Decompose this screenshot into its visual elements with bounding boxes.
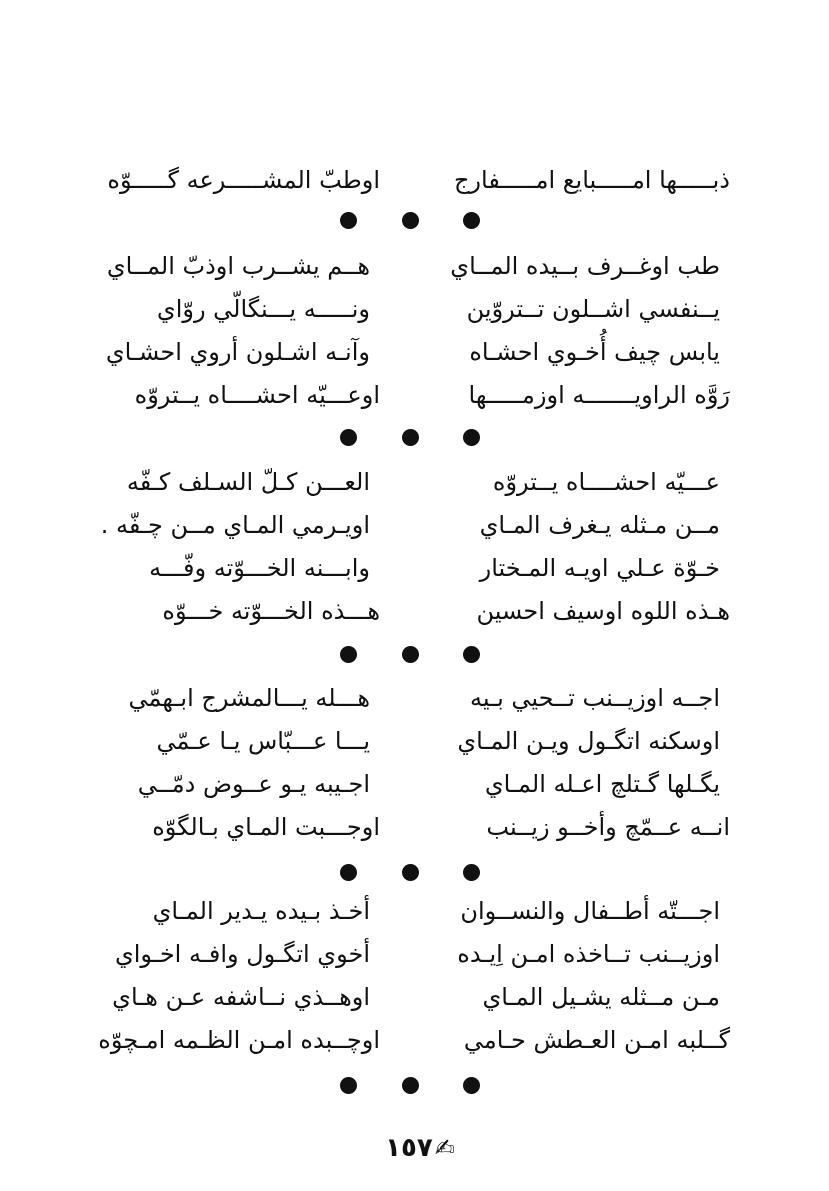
verse-left-hemistich: اوطبّ المشـــــرعه گـــــوّه [107, 166, 380, 194]
separator-dot [463, 429, 480, 446]
separator-dot [463, 212, 480, 229]
verse-left-hemistich: اوچــبده امـن الظـمه امـچوّه [98, 1026, 380, 1054]
verse-left-hemistich: يـــا عـــبّاس يـا عـمّي [156, 727, 370, 755]
verse-left-hemistich: اجـيبه يـو عــوض دمّــي [137, 770, 370, 798]
verse-left-hemistich: وابـــنه الخـــوّته وفّـــه [149, 554, 370, 582]
poem-verse [90, 589, 740, 633]
stanza-separator [340, 208, 480, 232]
separator-dot [463, 1077, 480, 1094]
poem-verse [90, 503, 740, 547]
poem-verse [90, 676, 740, 720]
separator-dot [340, 1077, 357, 1094]
poem-verse [90, 975, 740, 1019]
poem-verse [90, 330, 740, 374]
stanza-separator [340, 425, 480, 449]
separator-dot [340, 212, 357, 229]
separator-dot [463, 864, 480, 881]
poem-verse [90, 1018, 740, 1062]
poem-verse [90, 762, 740, 806]
verse-left-hemistich: اوهــذي نــاشفه عـن هـاي [112, 983, 370, 1011]
verse-left-hemistich: أخوي اتگـول وافـه اخـواي [114, 940, 370, 968]
separator-dot [340, 864, 357, 881]
poem-verse [90, 805, 740, 849]
verse-right-hemistich: انــه عــمّچ وأخــو زيــنب [486, 813, 730, 841]
poem-verse [90, 546, 740, 590]
separator-dot [402, 1077, 419, 1094]
verse-right-hemistich: يابس چيف أُخـوي احشـاه [469, 338, 720, 366]
stanza-separator [340, 1073, 480, 1097]
verse-left-hemistich: العـــن كـلّ السـلف كـفّه [126, 468, 370, 496]
verse-left-hemistich: وآنـه اشـلون أروي احشـاي [105, 338, 370, 366]
verse-right-hemistich: اوزيــنب تــاخذه امـن اِيـده [457, 940, 720, 968]
separator-dot [340, 646, 357, 663]
verse-right-hemistich: اجــه اوزيــنب تــحيي بـيه [469, 684, 720, 712]
verse-right-hemistich: ذبـــــها امـــــبايع امـــــفارج [453, 166, 730, 194]
poem-verse [90, 460, 740, 504]
stanza-separator [340, 642, 480, 666]
poem-verse [90, 287, 740, 331]
separator-dot [463, 646, 480, 663]
verse-left-hemistich: اوعـــيّه احشــــاه يــتروّه [134, 381, 380, 409]
verse-right-hemistich: گــلبه امـن العـطش حـامي [463, 1026, 730, 1054]
verse-left-hemistich: اوجـــبت المـاي بـالگوّه [152, 813, 380, 841]
verse-right-hemistich: اجـــتّه أطــفال والنســوان [460, 897, 720, 925]
verse-left-hemistich: هـــله يـــالمشرج ابـهمّي [128, 684, 370, 712]
poem-verse [90, 244, 740, 288]
poem-verse [90, 373, 740, 417]
separator-dot [402, 429, 419, 446]
separator-dot [402, 864, 419, 881]
poem-verse [90, 889, 740, 933]
verse-right-hemistich: عـــيّه احشــــاه يــتروّه [492, 468, 720, 496]
stanza-separator [340, 860, 480, 884]
verse-left-hemistich: اويـرمي المـاي مــن چـفّه . [100, 511, 370, 539]
verse-right-hemistich: خـوّة عـلي اويـه المـختار [479, 554, 720, 582]
hand-writing-icon: ✍ [434, 1134, 455, 1162]
poem-verse [90, 158, 740, 202]
separator-dot [402, 212, 419, 229]
verse-right-hemistich: مـن مــثله يشـيل المـاي [482, 983, 720, 1011]
verse-right-hemistich: اوسكنه اتگـول ويـن المـاي [457, 727, 720, 755]
verse-right-hemistich: يگـلها گـتلچ اعـله المـاي [484, 770, 720, 798]
separator-dot [402, 646, 419, 663]
verse-left-hemistich: أخـذ بـيده يـدير المـاي [152, 897, 370, 925]
poem-verse [90, 719, 740, 763]
page-number [370, 1128, 470, 1168]
verse-left-hemistich: هــم يشــرب اوذبّ المــاي [106, 252, 370, 280]
verse-left-hemistich: هـــذه الخـــوّته خـــوّه [162, 597, 380, 625]
verse-right-hemistich: رَوَّه الراويـــــــه اوزمـــــها [468, 381, 730, 409]
separator-dot [340, 429, 357, 446]
poem-verse [90, 932, 740, 976]
verse-right-hemistich: يــنفسي اشــلون تــتروّين [466, 295, 720, 323]
page-number-value: ١٥٧ [385, 1133, 433, 1163]
verse-right-hemistich: طب اوغــرف بــيده المــاي [450, 252, 720, 280]
verse-left-hemistich: ونـــــه يـــنگالّي روّاي [156, 295, 370, 323]
verse-right-hemistich: هـذه اللوه اوسيف احسين [476, 597, 730, 625]
verse-right-hemistich: مــن مـثله يـغرف المـاي [479, 511, 720, 539]
